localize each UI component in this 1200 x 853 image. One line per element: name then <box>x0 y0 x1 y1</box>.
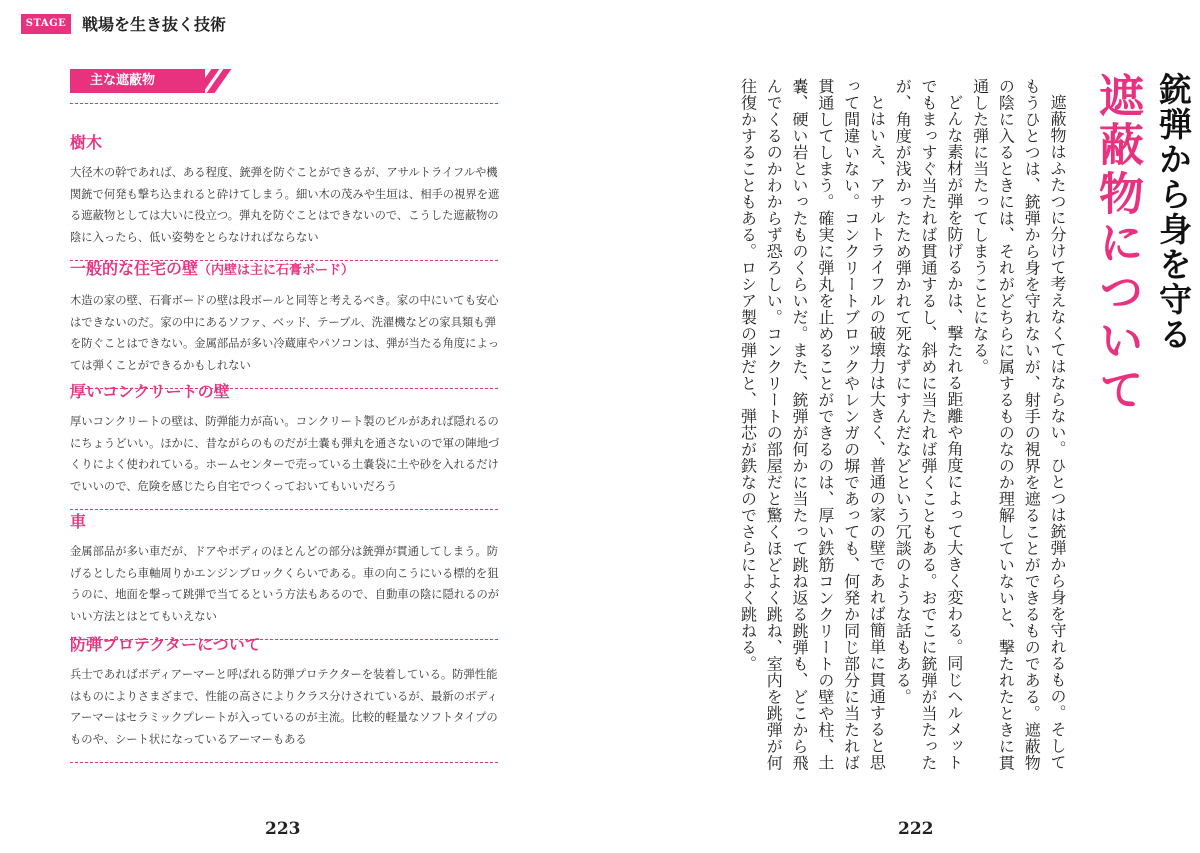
entry-body: 厚いコンクリートの壁は、防弾能力が高い。コンクリート製のビルがあれば隠れるのにちょうどいい。ほかに、昔ながらのものだが土嚢も弾丸を通さないので軍の陣地づくりによく使われている。ホームセンターで売っている土嚢袋に土や砂を入れるだけでいいので、危険を感じたら自宅でつくっておいてもいいだろう <box>70 415 500 493</box>
page-number-left: 223 <box>265 819 301 839</box>
article-paragraph: どんな素材が弾を防げるかは、撃たれる距離や角度によって大きく変わる。同じヘルメットでもまっすぐ当たれば貫通するし、斜めに当たれば弾くこともある。おでこに銃弾が当たったが、角度が浅かったため弾かれて死なずにすんだなどという冗談のような話もある。 <box>893 78 964 771</box>
entry-body: 大径木の幹であれば、ある程度、銃弾を防ぐことができるが、アサルトライフルや機関銃で何発も撃ち込まれると砕けてしまう。細い木の茂みや生垣は、相手の視界を遮る遮蔽物としては大いに役立つ。弾丸を防ぐことはできないので、こうした遮蔽物の陰に入ったら、低い姿勢をとらなければならない <box>70 166 500 244</box>
chapter-title: 戦場を生き抜く技術 <box>82 15 227 34</box>
entry-divider <box>70 509 498 510</box>
stage-badge: STAGE 5 <box>21 14 71 34</box>
entry-title <box>70 258 500 282</box>
entry-title: 厚いコンクリートの壁 <box>70 382 230 401</box>
entry-title: 車 <box>70 512 87 531</box>
section-divider <box>70 103 498 104</box>
entry-body: 木造の家の壁、石膏ボードの壁は段ボールと同等と考えるべき。家の中にいても安心はできないのだ。家の中にあるソファ、ベッド、テーブル、洗濯機などの家具類も弾を防ぐことはできない。金属部品が多い冷蔵庫やパソコンは、弾が当たる角度によっては弾くことができるかもしれない <box>70 294 500 372</box>
entry-body: 兵士であればボディアーマーと呼ばれる防弾プロテクターを装着している。防弾性能はものによりさまざまで、性能の高さによりクラス分けされているが、最新のボディアーマーはセラミックプレートが入っているのが主流。比較的軽量なソフトタイプのものや、シート状になっているアーマーもある <box>70 668 498 746</box>
article-paragraph: とはいえ、アサルトライフルの破壊力は大きく、普通の家の壁であれば簡単に貫通すると思って間違いない。コンクリートブロックやレンガの塀であっても、何発か同じ部分に当たれば貫通してしまう。確実に弾丸を止めることができるのは、厚い鉄筋コンクリートの壁や柱、土嚢、硬い岩といったものくらいだ。また、銃弾が何かに当たって跳ね返る跳弾も、どこから飛んでくるのかわからず恐ろしい。コンクリートの部屋だと驚くほどよく跳ね、室内を跳弾が何往復かすることもある。ロシア製の弾だと、弾芯が鉄なのでさらによく跳ねる。 <box>738 78 887 771</box>
page-number-right: 222 <box>898 819 934 839</box>
entry-body-armor <box>70 634 500 763</box>
article-heading <box>1085 72 1197 415</box>
entry-title: 防弾プロテクターについて <box>70 635 261 654</box>
entry-body: 金属部品が多い車だが、ドアやボディのほとんどの部分は銃弾が貫通してしまう。防げるとしたら車軸周りかエンジンブロックくらいである。車の向こうにいる標的を狙うのに、地面を撃って跳弾で当てるという方法もあるので、自動車の陰に隠れるのがいい方法とはとてもいえない <box>70 545 500 623</box>
entry-divider <box>70 762 498 763</box>
entry-title-text: 一般的な住宅の壁 <box>70 259 199 278</box>
entry-car <box>70 511 500 640</box>
entry-concrete-wall <box>70 381 500 510</box>
heading-line-1: 銃弾から身を守る <box>1154 72 1193 352</box>
entry-title-note: （内壁は主に石膏ボード） <box>198 263 355 278</box>
entry-house-wall <box>70 258 500 389</box>
heading-line-2: 遮蔽物について <box>1091 72 1144 415</box>
article-paragraph: 遮蔽物はふたつに分けて考えなくてはならない。ひとつは銃弾から身を守れるもの。そしてもうひとつは、銃弾から身を守れないが、射手の視界を遮ることができるものである。遮蔽物の陰に入るときには、それがどちらに属するものなのか理解していないと、撃たれたときに貫通した弾に当たってしまうことになる。 <box>970 78 1067 771</box>
entry-title: 樹木 <box>70 133 103 152</box>
article-body <box>735 78 1070 778</box>
entry-trees <box>70 132 500 261</box>
section-label: 主な遮蔽物 <box>70 69 205 93</box>
